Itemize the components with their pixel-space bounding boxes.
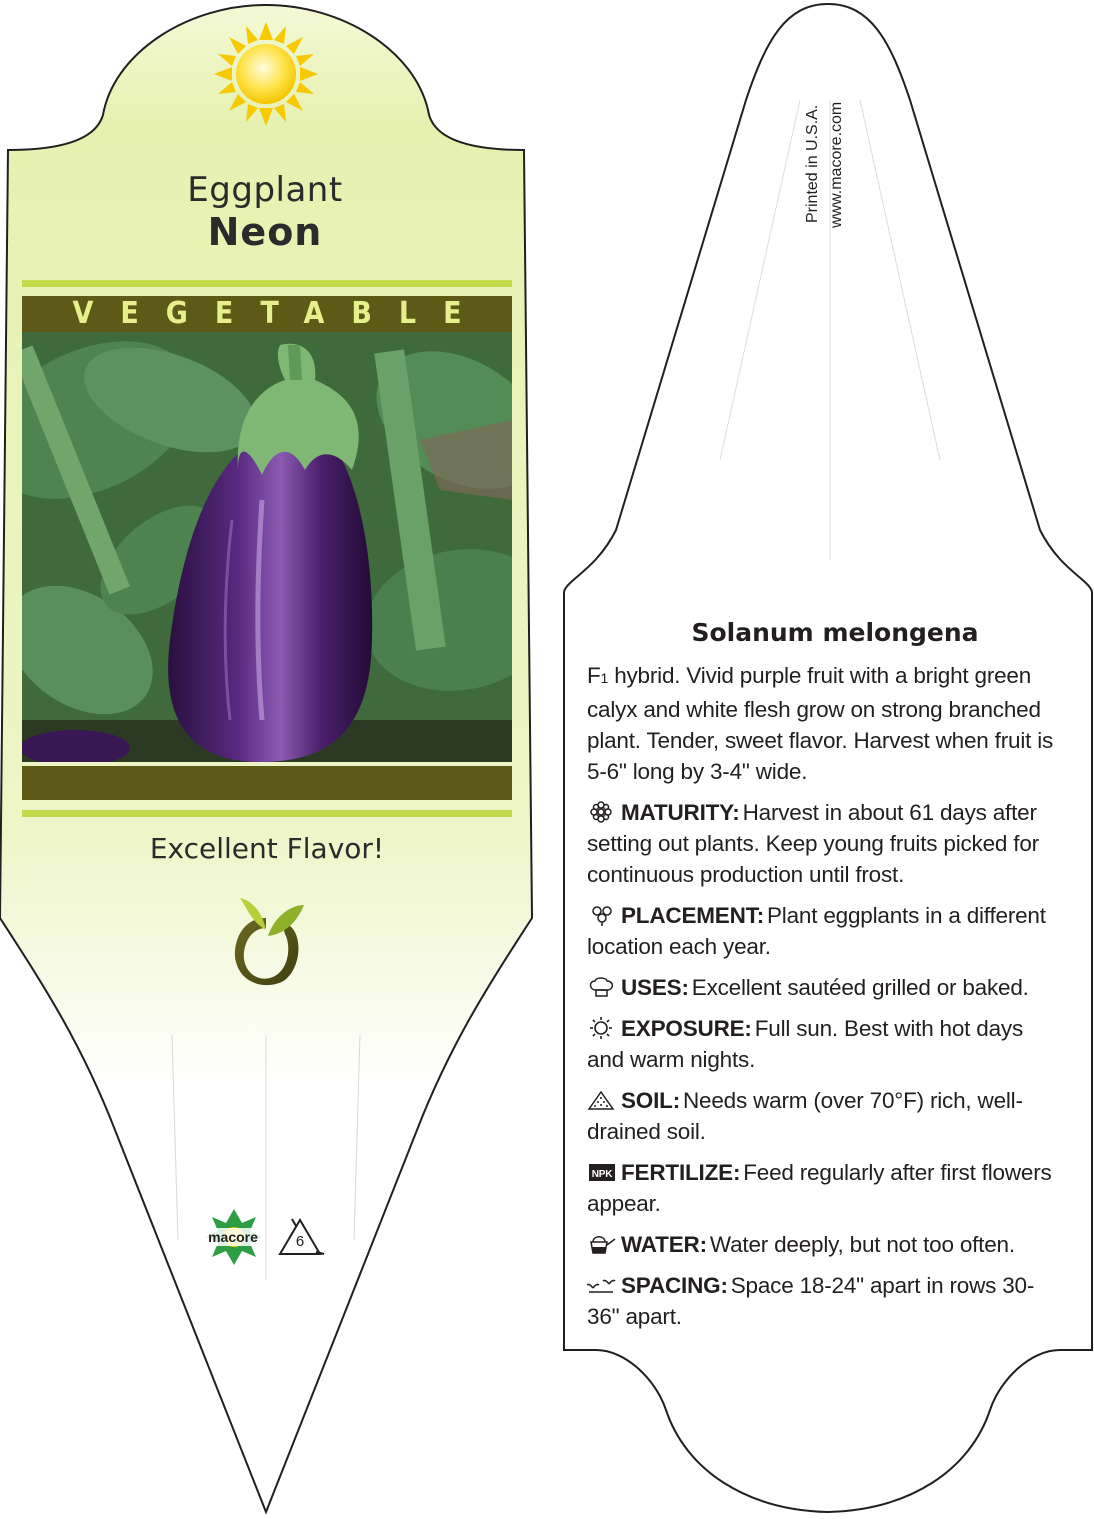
printed-in-text: Printed in U.S.A. — [804, 104, 821, 223]
spacing-seedlings-icon — [587, 1274, 617, 1296]
top-accent-band — [22, 280, 512, 287]
description — [587, 660, 1065, 787]
description-text: hybrid. Vivid purple fruit with a bright green calyx and white flesh grow on strong branched plant. Tender, sweet flavor. Harvest when fruit is 5-6" long by 3-4" wide. — [587, 663, 1054, 784]
care-item-maturity: MATURITY: Harvest in about 61 days after setting out plants. Keep young fruits picked for continuous production until frost. — [587, 800, 1039, 887]
tagline: Excellent Flavor! — [149, 832, 385, 865]
recycle-number: 6 — [295, 1233, 305, 1250]
care-item-placement: PLACEMENT: Plant eggplants in a different location each year. — [587, 903, 1046, 959]
care-item-uses: USES: Excellent sautéed grilled or baked. — [587, 972, 1065, 1003]
watering-can-icon — [587, 1233, 617, 1255]
brand-name: macore — [208, 1229, 258, 1245]
printer-info — [804, 65, 844, 235]
sun-outline-icon — [587, 1017, 617, 1039]
chef-hat-icon — [587, 976, 617, 998]
botanical-name: Solanum melongena — [691, 618, 979, 647]
common-name: Eggplant — [187, 170, 343, 210]
svg-text:NPK: NPK — [591, 1169, 613, 1180]
category-label: VEGETABLE — [72, 296, 489, 331]
description-subscript: 1 — [600, 670, 609, 686]
flower-cluster-icon — [587, 904, 617, 926]
sun-icon — [214, 22, 318, 126]
bottom-accent-band — [22, 810, 512, 817]
care-item-fertilize: NPK FERTILIZE: Feed regularly after first flowers appear. — [587, 1160, 1052, 1216]
care-instructions — [587, 660, 1065, 1342]
npk-fertilizer-icon — [587, 1161, 617, 1183]
description-prefix: F — [587, 663, 601, 688]
eggplant-photo — [0, 310, 568, 766]
flower-icon — [587, 801, 617, 823]
soil-mound-icon — [587, 1089, 617, 1111]
care-item-soil: SOIL: Needs warm (over 70°F) rich, well-drained soil. — [587, 1088, 1023, 1144]
care-item-water: WATER: Water deeply, but not too often. — [587, 1229, 1065, 1260]
care-item-spacing: SPACING: Space 18-24" apart in rows 30-36" apart. — [587, 1273, 1035, 1329]
website-text: www.macore.com — [828, 101, 845, 228]
photo-bottom-band — [22, 766, 512, 800]
variety-name: Neon — [207, 210, 323, 254]
care-item-exposure: EXPOSURE: Full sun. Best with hot days and warm nights. — [587, 1016, 1024, 1072]
